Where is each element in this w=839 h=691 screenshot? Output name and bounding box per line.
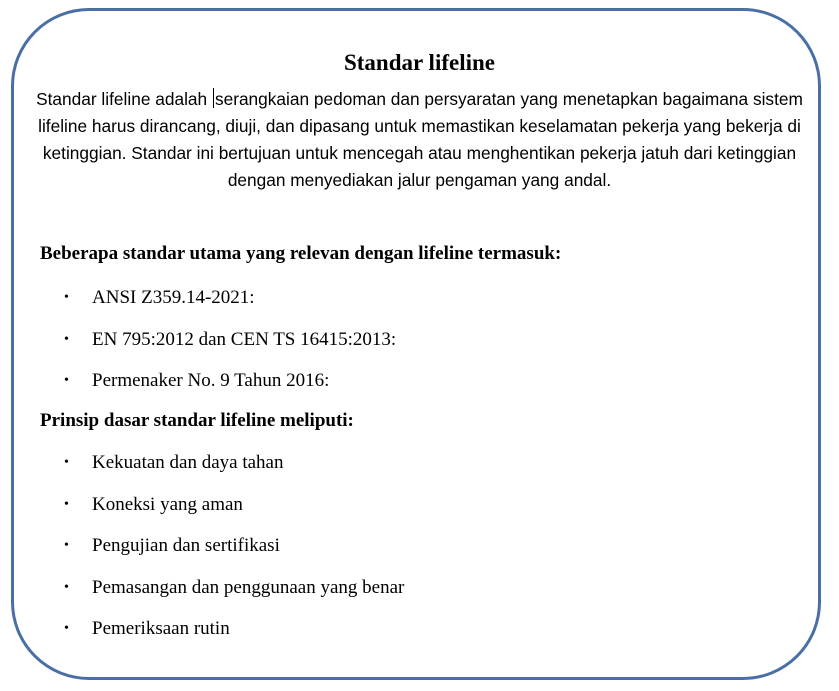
list-item-text: Koneksi yang aman	[92, 493, 243, 515]
standards-list	[60, 286, 396, 411]
list-item	[60, 369, 396, 411]
list-item	[60, 617, 404, 659]
list-item	[60, 286, 396, 328]
list-item	[60, 493, 404, 535]
bullet-icon: •	[64, 331, 69, 347]
list-item-text: Pemasangan dan penggunaan yang benar	[92, 576, 405, 598]
bullet-icon: •	[64, 538, 69, 553]
intro-paragraph[interactable]	[30, 86, 809, 194]
list-item	[60, 328, 396, 370]
list-item-text: Kekuatan dan daya tahan	[92, 452, 284, 473]
list-item	[60, 534, 404, 576]
bullet-icon: •	[64, 621, 69, 636]
list-item-text: Pemeriksaan rutin	[92, 618, 230, 639]
bullet-icon: •	[64, 373, 69, 388]
list-item-text: Pengujian dan sertifikasi	[92, 535, 280, 556]
list-item-text: EN 795:2012 dan CEN TS 16415:2013:	[92, 328, 397, 350]
list-item	[60, 451, 404, 493]
principles-list	[60, 451, 404, 659]
list-item-text: ANSI Z359.14-2021:	[92, 287, 255, 308]
list-item	[60, 576, 404, 618]
intro-text-start: Standar lifeline adalah	[36, 89, 212, 109]
bullet-icon: •	[64, 290, 69, 305]
bullet-icon: •	[64, 496, 69, 512]
intro-text-rest: serangkaian pedoman dan persyaratan yang menetapkan bagaimana sistem lifeline harus dirancang, diuji, dan dipasang untuk memastikan keselamatan pekerja yang bekerja di ketinggian. Standar ini bertujuan untuk mencegah atau menghentikan pekerja jatuh dari ketinggian dengan menyediakan jalur pengaman yang andal.	[38, 89, 803, 190]
list-item-text: Permenaker No. 9 Tahun 2016:	[92, 370, 330, 391]
bullet-icon: •	[64, 455, 69, 470]
text-cursor	[213, 88, 214, 108]
section-heading-standards: Beberapa standar utama yang relevan dengan lifeline termasuk:	[40, 243, 562, 264]
bullet-icon: •	[64, 579, 69, 595]
page-title: Standar lifeline	[343, 50, 495, 75]
section-heading-principles: Prinsip dasar standar lifeline meliputi:	[40, 410, 354, 431]
